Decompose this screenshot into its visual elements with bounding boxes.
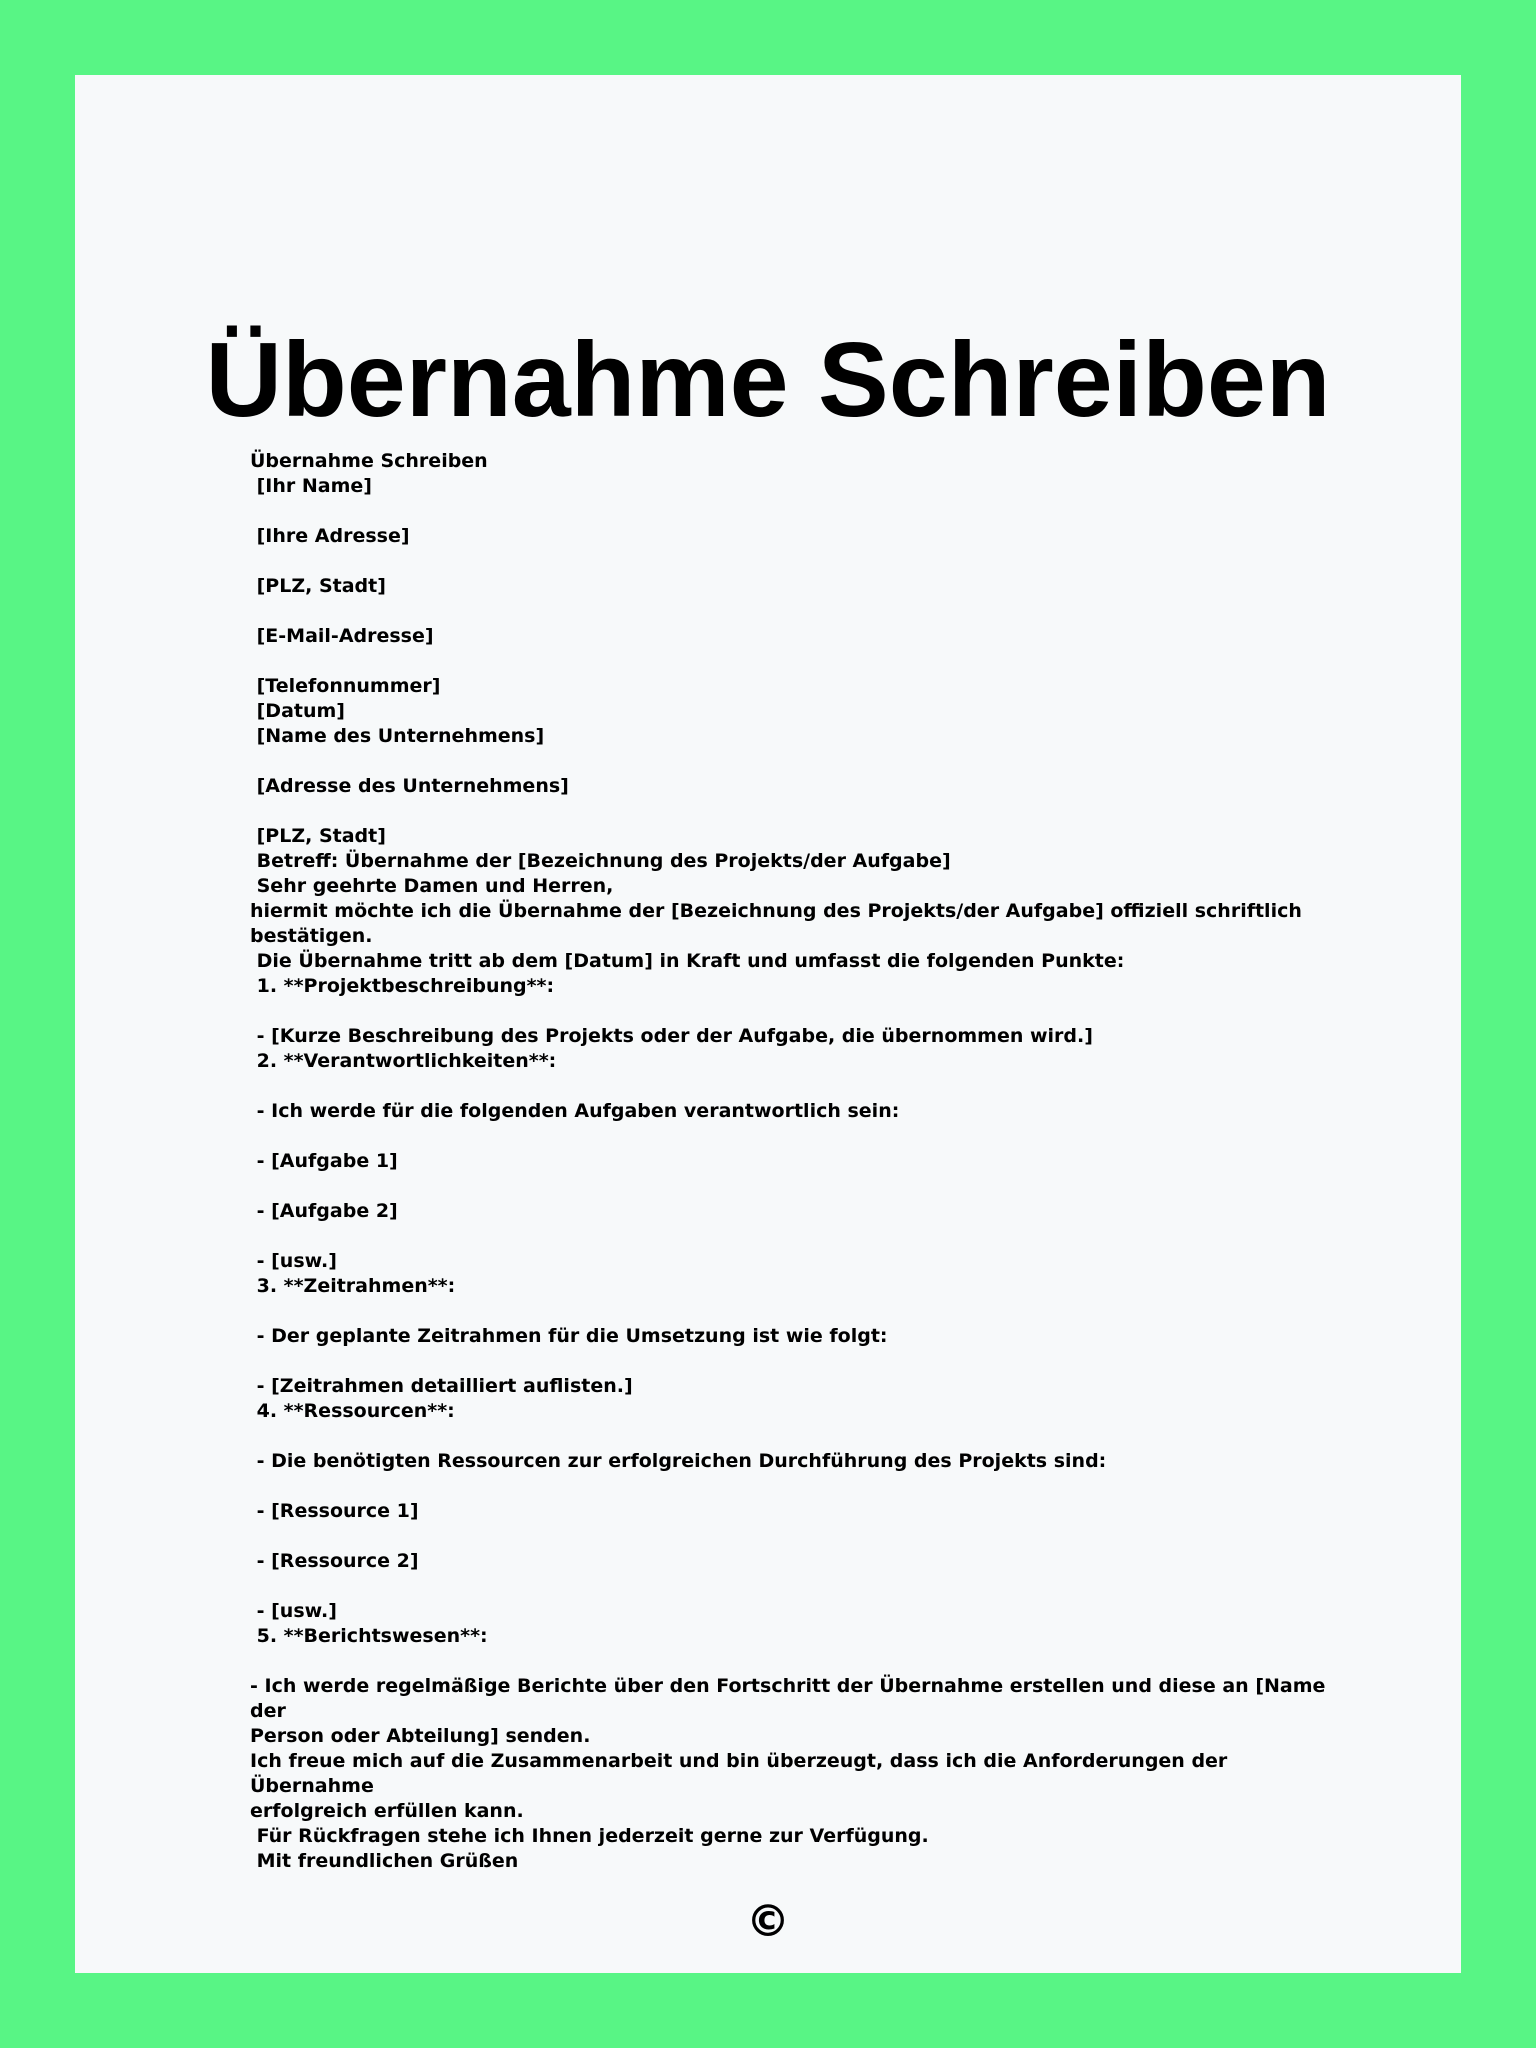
letter-line: Mit freundlichen Grüßen bbox=[250, 1850, 519, 1872]
copyright-icon: © bbox=[746, 1896, 790, 1947]
letter-line: [Name des Unternehmens] bbox=[250, 725, 545, 747]
blank-line bbox=[250, 799, 1330, 824]
blank-line bbox=[250, 1174, 1330, 1199]
letter-line: 1. **Projektbeschreibung**: bbox=[250, 975, 555, 997]
letter-line: - Der geplante Zeitrahmen für die Umsetzung ist wie folgt: bbox=[250, 1325, 888, 1347]
letter-line: 3. **Zeitrahmen**: bbox=[250, 1275, 456, 1297]
letter-line: - Ich werde für die folgenden Aufgaben verantwortlich sein: bbox=[250, 1100, 900, 1122]
letter-line: Ich freue mich auf die Zusammenarbeit und bin überzeugt, dass ich die Anforderungen der Übernahme bbox=[250, 1750, 1234, 1797]
document-title: Übernahme Schreiben bbox=[205, 321, 1331, 439]
blank-line bbox=[250, 1574, 1330, 1599]
blank-line bbox=[250, 1124, 1330, 1149]
letter-line: [Ihre Adresse] bbox=[250, 525, 410, 547]
letter-line: Übernahme Schreiben bbox=[250, 450, 488, 472]
letter-line: [PLZ, Stadt] bbox=[250, 825, 386, 847]
letter-line: [Adresse des Unternehmens] bbox=[250, 775, 569, 797]
letter-line: 2. **Verantwortlichkeiten**: bbox=[250, 1050, 557, 1072]
letter-line: [PLZ, Stadt] bbox=[250, 575, 386, 597]
blank-line bbox=[250, 499, 1330, 524]
letter-line: - Die benötigten Ressourcen zur erfolgreichen Durchführung des Projekts sind: bbox=[250, 1450, 1107, 1472]
letter-line: - [Aufgabe 1] bbox=[250, 1150, 398, 1172]
blank-line bbox=[250, 999, 1330, 1024]
blank-line bbox=[250, 1649, 1330, 1674]
blank-line bbox=[250, 599, 1330, 624]
letter-line: bestätigen. bbox=[250, 925, 373, 947]
letter-line: - [usw.] bbox=[250, 1600, 337, 1622]
blank-line bbox=[250, 1074, 1330, 1099]
letter-line: - Ich werde regelmäßige Berichte über den Fortschritt der Übernahme erstellen und diese an [Name der bbox=[250, 1675, 1333, 1722]
blank-line bbox=[250, 1424, 1330, 1449]
letter-line: Betreff: Übernahme der [Bezeichnung des Projekts/der Aufgabe] bbox=[250, 850, 951, 872]
letter-line: [Telefonnummer] bbox=[250, 675, 441, 697]
letter-line: - [Ressource 1] bbox=[250, 1500, 419, 1522]
letter-line: - [Aufgabe 2] bbox=[250, 1200, 398, 1222]
letter-line: Die Übernahme tritt ab dem [Datum] in Kraft und umfasst die folgenden Punkte: bbox=[250, 950, 1125, 972]
blank-line bbox=[250, 649, 1330, 674]
letter-line: hiermit möchte ich die Übernahme der [Bezeichnung des Projekts/der Aufgabe] offiziell schriftlich bbox=[250, 900, 1302, 922]
letter-line: [Datum] bbox=[250, 700, 345, 722]
blank-line bbox=[250, 1349, 1330, 1374]
letter-line: Sehr geehrte Damen und Herren, bbox=[250, 875, 614, 897]
letter-line: - [Ressource 2] bbox=[250, 1550, 419, 1572]
letter-line: 4. **Ressourcen**: bbox=[250, 1400, 455, 1422]
blank-line bbox=[250, 549, 1330, 574]
letter-line: [E-Mail-Adresse] bbox=[250, 625, 434, 647]
letter-line: Person oder Abteilung] senden. bbox=[250, 1725, 591, 1747]
blank-line bbox=[250, 1474, 1330, 1499]
letter-line: - [usw.] bbox=[250, 1250, 337, 1272]
blank-line bbox=[250, 1299, 1330, 1324]
document-page bbox=[75, 75, 1461, 1973]
letter-line: [Ihr Name] bbox=[250, 475, 372, 497]
letter-line: - [Zeitrahmen detailliert auflisten.] bbox=[250, 1375, 633, 1397]
letter-line: Für Rückfragen stehe ich Ihnen jederzeit gerne zur Verfügung. bbox=[250, 1825, 929, 1847]
blank-line bbox=[250, 749, 1330, 774]
letter-body bbox=[250, 449, 1333, 1874]
letter-line: 5. **Berichtswesen**: bbox=[250, 1625, 488, 1647]
blank-line bbox=[250, 1224, 1330, 1249]
blank-line bbox=[250, 1524, 1330, 1549]
letter-line: erfolgreich erfüllen kann. bbox=[250, 1800, 524, 1822]
letter-line: - [Kurze Beschreibung des Projekts oder der Aufgabe, die übernommen wird.] bbox=[250, 1025, 1093, 1047]
